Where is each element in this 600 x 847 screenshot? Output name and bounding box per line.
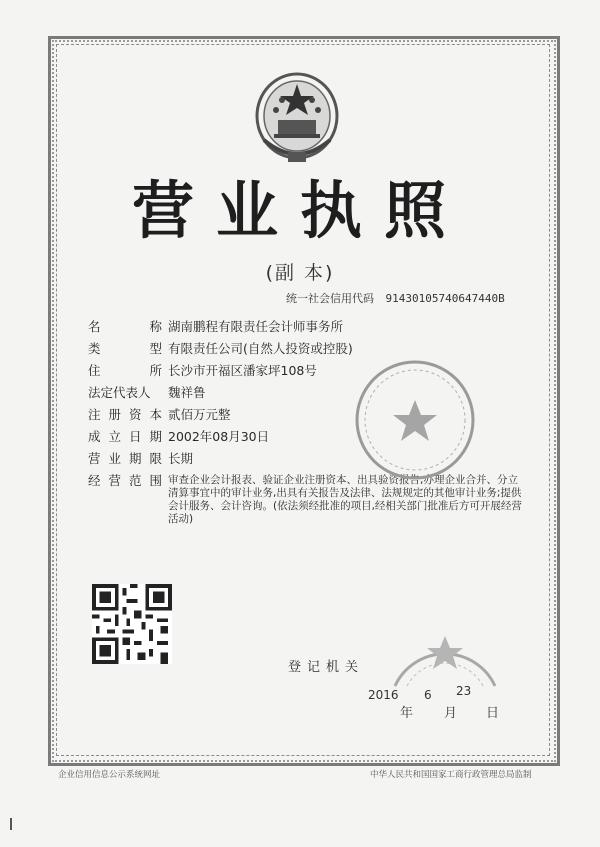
official-seal-icon: [350, 355, 480, 485]
qr-code-icon: [92, 584, 172, 664]
registration-seal-icon: [385, 586, 505, 691]
footer-issuer: 中华人民共和国国家工商行政管理总局监制: [370, 770, 532, 780]
date-day-char: 日: [486, 706, 500, 721]
registration-authority-label: 登记机关: [288, 660, 365, 675]
credit-code-row: [286, 290, 526, 306]
date-year: 2016: [368, 688, 399, 702]
field-value: 审查企业会计报表、验证企业注册资本、出具验资报告;办理企业合并、分立清算事宜中的审计业务,出具有关报告及法律、法规规定的其他审计业务;提供会计服务、会计咨询。(依法须经批准的项目,经相关部门批准后方可开展经营活动): [168, 474, 522, 525]
field-value: 长期: [168, 451, 194, 466]
field-label: 成 立 日 期: [88, 429, 162, 444]
scan-mark: [10, 818, 12, 830]
field-label: 经 营 范 围: [88, 473, 162, 488]
credit-code-label: 统一社会信用代码: [286, 292, 374, 305]
date-day: 23: [456, 684, 472, 698]
field-value: 2002年08月30日: [168, 429, 270, 444]
field-label: 法定代表人: [88, 385, 151, 400]
field-label: 注 册 资 本: [88, 407, 162, 422]
date-year-char: 年: [400, 706, 414, 721]
license-title: 营业执照: [131, 174, 468, 247]
field-value: 魏祥鲁: [168, 385, 206, 400]
field-label: 营 业 期 限: [88, 451, 162, 466]
field-label: 名 称: [88, 319, 162, 334]
footer-website-note: 企业信用信息公示系统网址: [58, 770, 161, 780]
national-emblem-icon: [252, 70, 342, 166]
date-month: 6: [424, 688, 432, 702]
field-value: 长沙市开福区潘家坪108号: [168, 363, 317, 378]
date-month-char: 月: [444, 706, 458, 721]
credit-code-value: 91430105740647440B: [385, 292, 505, 305]
field-row-name: [88, 318, 528, 336]
license-subtitle: (副 本): [265, 262, 335, 284]
field-value: 有限责任公司(自然人投资或控股): [168, 341, 353, 356]
field-value: 贰佰万元整: [168, 407, 231, 422]
field-label: 住 所: [88, 363, 162, 378]
field-value: 湖南鹏程有限责任会计师事务所: [168, 319, 344, 334]
field-label: 类 型: [88, 341, 162, 356]
